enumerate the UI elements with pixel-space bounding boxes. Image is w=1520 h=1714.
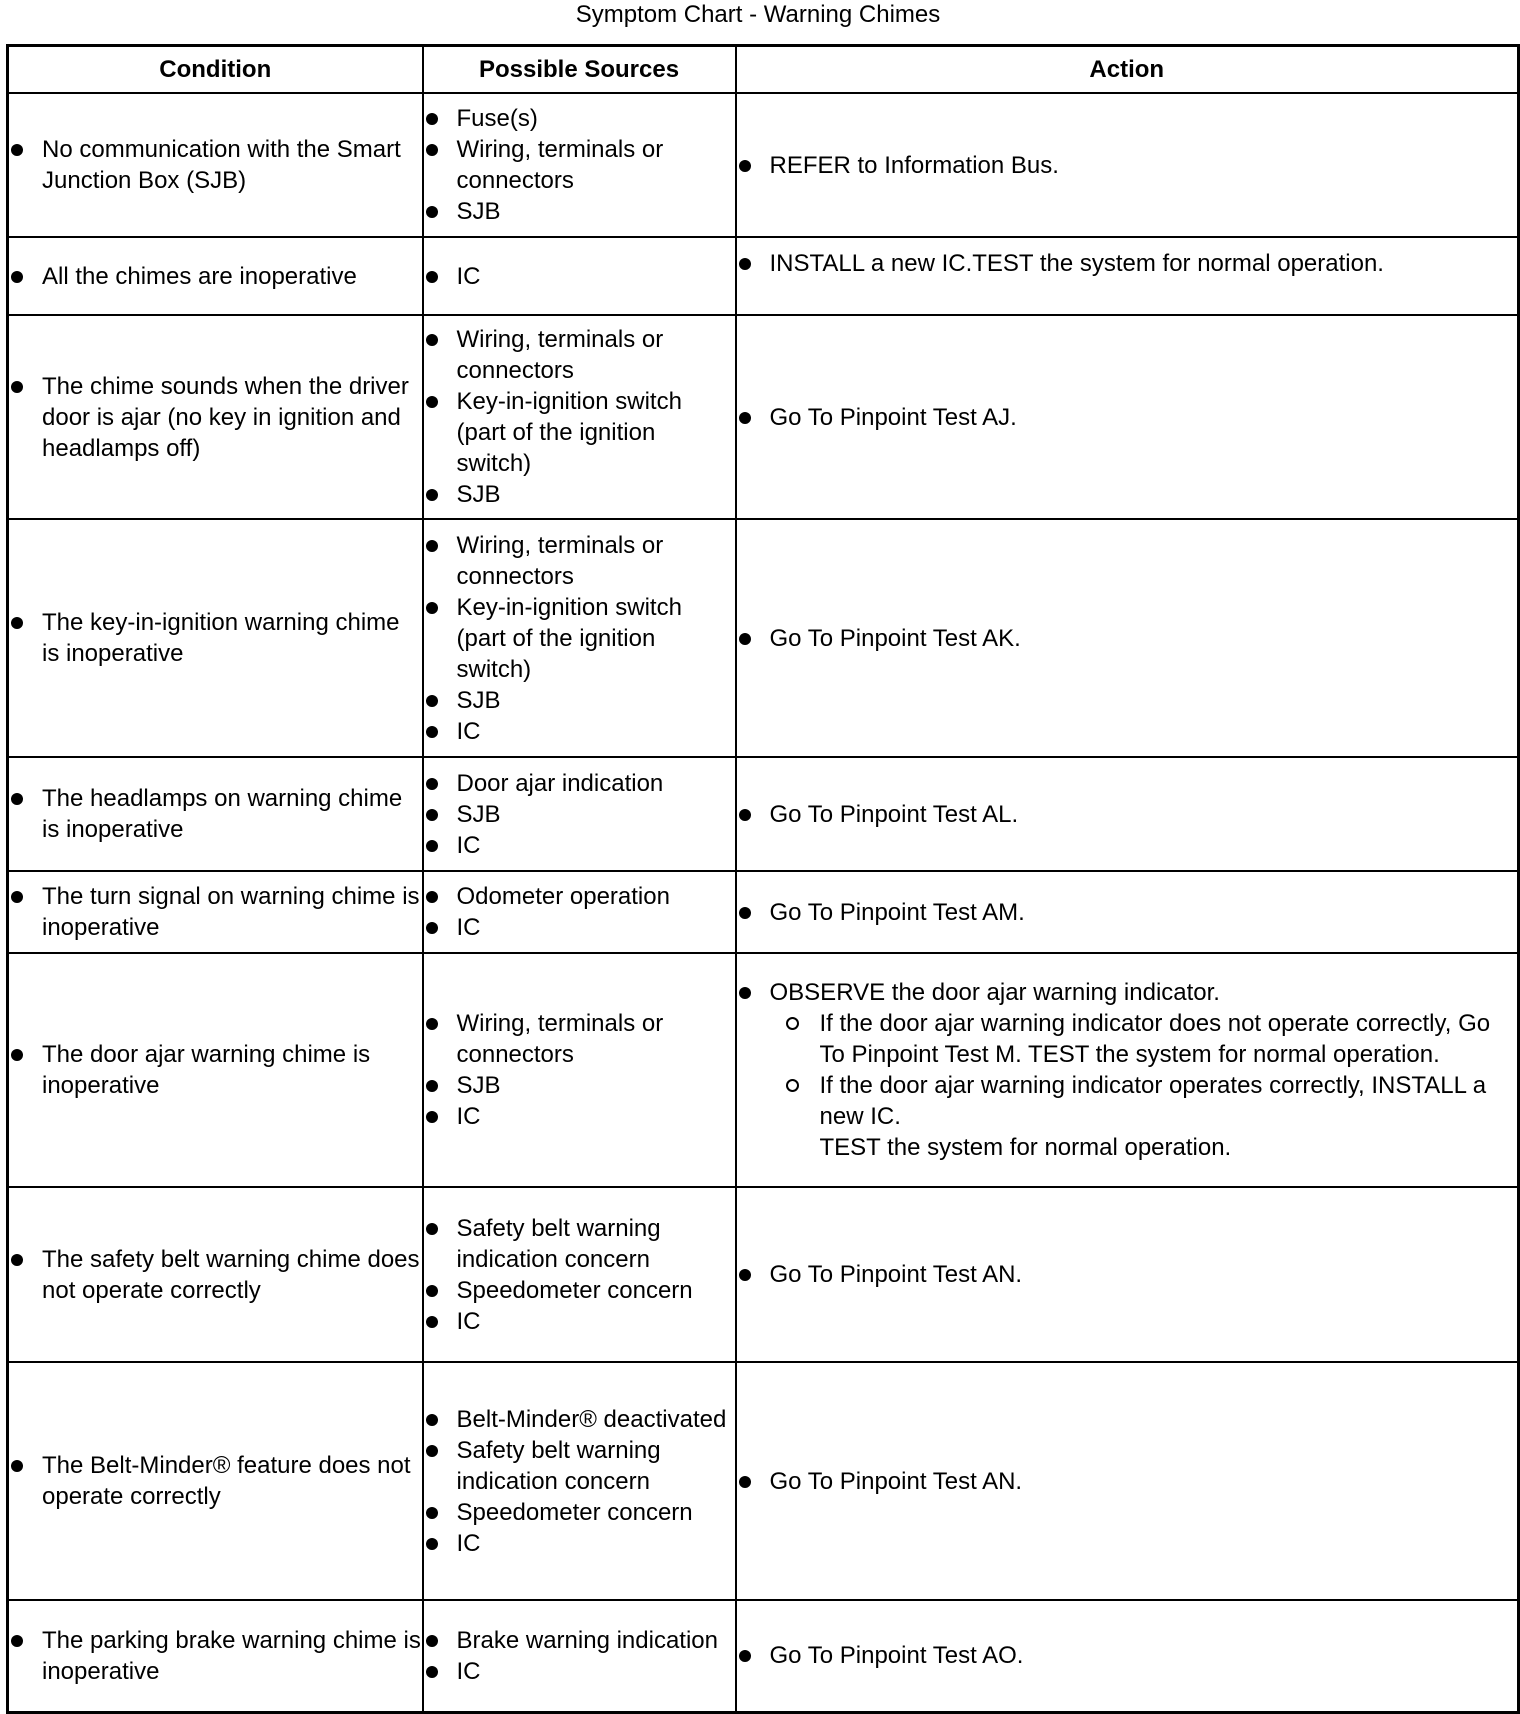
table-row <box>8 1600 1519 1712</box>
action-cell <box>736 1187 1519 1362</box>
action-sublist <box>770 1008 1518 1163</box>
table-row <box>8 757 1519 871</box>
action-text: Go To Pinpoint Test AO. <box>737 1640 1518 1671</box>
source-item: Wiring, terminals or connectors <box>424 324 735 386</box>
table-row <box>8 1362 1519 1600</box>
sources-cell <box>423 519 736 757</box>
source-item: IC <box>424 1306 735 1337</box>
table-row <box>8 519 1519 757</box>
condition-cell <box>8 953 423 1187</box>
source-item: Belt-Minder® deactivated <box>424 1404 735 1435</box>
condition-text: The door ajar warning chime is inoperative <box>9 1039 422 1101</box>
source-item: SJB <box>424 685 735 716</box>
action-text: Go To Pinpoint Test AJ. <box>737 402 1518 433</box>
source-item: Door ajar indication <box>424 768 735 799</box>
condition-cell <box>8 237 423 315</box>
source-item: IC <box>424 912 735 943</box>
sources-cell <box>423 1362 736 1600</box>
action-cell <box>736 871 1519 953</box>
table-row <box>8 1187 1519 1362</box>
action-cell <box>736 315 1519 519</box>
condition-text: All the chimes are inoperative <box>9 261 422 292</box>
action-text: Go To Pinpoint Test AN. <box>737 1466 1518 1497</box>
condition-text: The headlamps on warning chime is inoperative <box>9 783 422 845</box>
condition-text: The turn signal on warning chime is inoperative <box>9 881 422 943</box>
sources-cell <box>423 315 736 519</box>
sources-cell <box>423 237 736 315</box>
action-cell <box>736 757 1519 871</box>
source-item: IC <box>424 261 735 292</box>
action-text: Go To Pinpoint Test AK. <box>737 623 1518 654</box>
source-item: Wiring, terminals or connectors <box>424 1008 735 1070</box>
source-item: SJB <box>424 1070 735 1101</box>
sources-cell <box>423 871 736 953</box>
action-sub-item: If the door ajar warning indicator does not operate correctly, Go To Pinpoint Test M. TEST the system for normal operation. <box>770 1008 1518 1070</box>
source-item: Wiring, terminals or connectors <box>424 134 735 196</box>
sources-cell <box>423 953 736 1187</box>
condition-cell <box>8 757 423 871</box>
sources-cell <box>423 93 736 237</box>
source-item: Key-in-ignition switch (part of the ignition switch) <box>424 386 735 479</box>
source-item: Key-in-ignition switch (part of the ignition switch) <box>424 592 735 685</box>
condition-text: The parking brake warning chime is inoperative <box>9 1625 422 1687</box>
header-condition: Condition <box>8 46 423 94</box>
condition-text: The safety belt warning chime does not operate correctly <box>9 1244 422 1306</box>
source-item: IC <box>424 830 735 861</box>
source-item: Safety belt warning indication concern <box>424 1435 735 1497</box>
condition-cell <box>8 1187 423 1362</box>
action-text: INSTALL a new IC.TEST the system for normal operation. <box>737 248 1518 279</box>
action-text: Go To Pinpoint Test AL. <box>737 799 1518 830</box>
action-sub-text: If the door ajar warning indicator operates correctly, INSTALL a new IC. <box>819 1072 1487 1130</box>
source-item: Safety belt warning indication concern <box>424 1213 735 1275</box>
source-item: Odometer operation <box>424 881 735 912</box>
source-item: SJB <box>424 479 735 510</box>
sources-cell <box>423 1187 736 1362</box>
condition-text: The chime sounds when the driver door is ajar (no key in ignition and headlamps off) <box>9 371 422 464</box>
condition-cell <box>8 93 423 237</box>
source-item: IC <box>424 1101 735 1132</box>
page-title: Symptom Chart - Warning Chimes <box>575 1 941 28</box>
condition-cell <box>8 519 423 757</box>
action-text: Go To Pinpoint Test AM. <box>737 897 1518 928</box>
condition-text: The key-in-ignition warning chime is inoperative <box>9 607 422 669</box>
source-item: Speedometer concern <box>424 1497 735 1528</box>
table-row <box>8 871 1519 953</box>
sources-cell <box>423 757 736 871</box>
action-cell <box>736 1600 1519 1712</box>
table-row <box>8 315 1519 519</box>
action-text <box>737 977 1518 1163</box>
header-action: Action <box>736 46 1519 94</box>
action-cell <box>736 1362 1519 1600</box>
source-item: Brake warning indication <box>424 1625 735 1656</box>
source-item: SJB <box>424 196 735 227</box>
sources-cell <box>423 1600 736 1712</box>
action-cell <box>736 519 1519 757</box>
source-item: IC <box>424 716 735 747</box>
action-cell <box>736 237 1519 315</box>
condition-text: No communication with the Smart Junction Box (SJB) <box>9 134 422 196</box>
symptom-chart-table <box>6 44 1520 1714</box>
condition-cell <box>8 1362 423 1600</box>
source-item: IC <box>424 1528 735 1559</box>
action-sub-item <box>770 1070 1518 1163</box>
condition-text: The Belt-Minder® feature does not operate correctly <box>9 1450 422 1512</box>
table-row <box>8 237 1519 315</box>
action-text: REFER to Information Bus. <box>737 150 1518 181</box>
header-possible-sources: Possible Sources <box>423 46 736 94</box>
table-row <box>8 93 1519 237</box>
source-item: IC <box>424 1656 735 1687</box>
action-main-text: OBSERVE the door ajar warning indicator. <box>769 979 1220 1006</box>
action-cell <box>736 93 1519 237</box>
header-row <box>8 46 1519 94</box>
table-row <box>8 953 1519 1187</box>
source-item: Fuse(s) <box>424 103 735 134</box>
condition-cell <box>8 1600 423 1712</box>
action-cell <box>736 953 1519 1187</box>
action-text: Go To Pinpoint Test AN. <box>737 1259 1518 1290</box>
condition-cell <box>8 871 423 953</box>
action-sub-text: TEST the system for normal operation. <box>819 1134 1232 1161</box>
source-item: SJB <box>424 799 735 830</box>
source-item: Wiring, terminals or connectors <box>424 530 735 592</box>
source-item: Speedometer concern <box>424 1275 735 1306</box>
condition-cell <box>8 315 423 519</box>
